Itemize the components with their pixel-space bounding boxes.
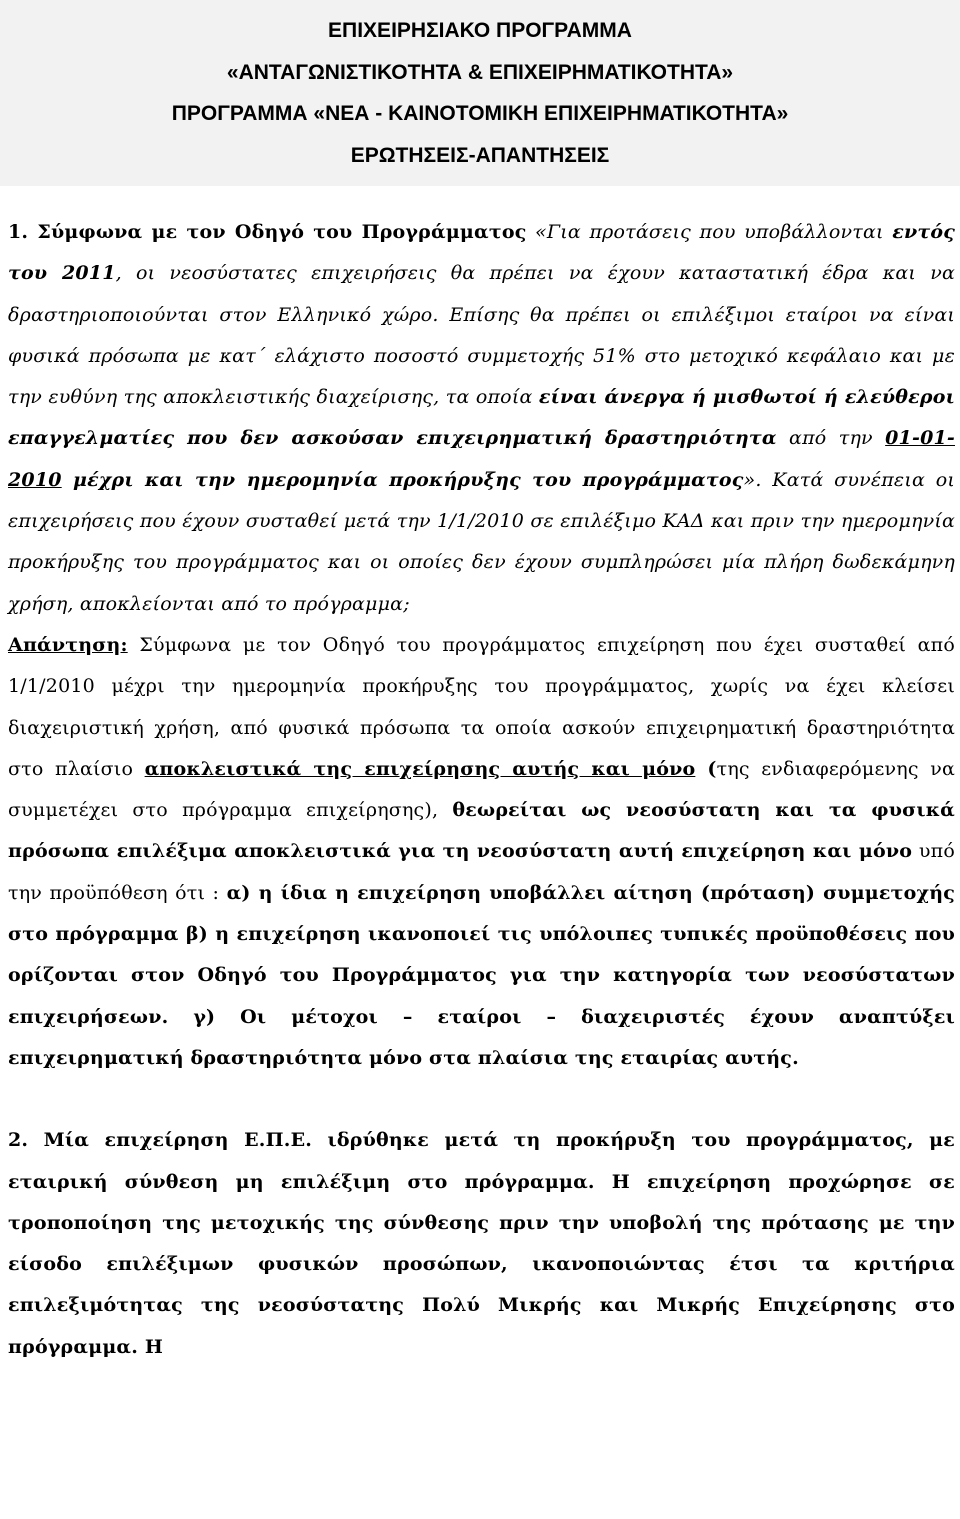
answer-1-exclusive-emphasis: αποκλειστικά της επιχείρησης αυτής και μόνο: [144, 757, 696, 780]
document-header: [0, 0, 960, 186]
answer-1: [8, 625, 955, 1079]
paragraph-spacer: [8, 1079, 955, 1120]
answer-1-conditions-list: α) η ίδια η επιχείρηση υποβάλλει αίτηση (πρόταση) συμμετοχής στο πρόγραμμα β) η επιχείρηση ικανοποιεί τις υπόλοιπες τυπικές προϋποθέσεις που ορίζονται στον Οδηγό του Προγράμματος για την κατηγορία των νεοσύστατων επιχειρήσεων. γ) Οι μέτοχοι – εταίροι – διαχειριστές έχουν αναπτύξει επιχειρηματική δραστηριότητα μόνο στα πλαίσια της εταιρίας αυτής.: [8, 881, 955, 1069]
question-1-eligibility-emphasis: είναι άνεργα ή μισθωτοί ή ελεύθεροι επαγγελματίες που δεν ασκούσαν επιχειρηματική δραστηριότητα: [8, 386, 955, 450]
question-1-from: από την: [776, 427, 886, 450]
question-1-date: 01-01-2010: [8, 427, 955, 491]
question-1-question: ». Κατά συνέπεια οι επιχειρήσεις που έχουν συσταθεί μετά την 1/1/2010 σε επιλέξιμο ΚΑΔ και πριν την ημερομηνία προκήρυξης του προγράμματος και οι οποίες δεν έχουν συμπληρώσει μία πλήρη δωδεκάμηνη χρήση, αποκλείονται από το πρόγραμμα;: [8, 468, 955, 615]
question-1-quote-start: «Για προτάσεις που υποβάλλονται: [526, 221, 893, 243]
question-2: 2. Μία επιχείρηση Ε.Π.Ε. ιδρύθηκε μετά τη προκήρυξη του προγράμματος, με εταιρική σύνθεση μη επιλέξιμη στο πρόγραμμα. Η επιχείρηση προχώρησε σε τροποποίηση της μετοχικής της σύνθεσης πριν την υποβολή της πρότασης με την είσοδο επιλέξιμων φυσικών προσώπων, ικανοποιώντας έτσι τα κριτήρια επιλεξιμότητας της νεοσύστατης Πολύ Μικρής και Μικρής Επιχείρησης στο πρόγραμμα. Η: [8, 1129, 955, 1358]
question-1-within-2011: εντός του 2011: [8, 221, 955, 285]
answer-1-interested: της ενδιαφερόμενης να συμμετέχει στο πρόγραμμα επιχείρησης),: [8, 757, 955, 822]
answer-1-paren: (: [695, 757, 717, 780]
question-1-lead: 1. Σύμφωνα με τον Οδηγό του Προγράμματος: [8, 221, 527, 243]
answer-1-condition: υπό την προϋπόθεση ότι :: [8, 840, 955, 904]
question-1-until-announcement: μέχρι και την ημερομηνία προκήρυξης του προγράμματος: [61, 468, 744, 491]
question-1-quote-body: , οι νεοσύστατες επιχειρήσεις θα πρέπει να έχουν καταστατική έδρα και να δραστηριοποιούνται στον Ελληνικό χώρο. Επίσης θα πρέπει οι επιλέξιμοι εταίροι να είναι φυσικά πρόσωπα με κατ΄ ελάχιστο ποσοστό συμμετοχής 51% στο μετοχικό κεφάλαιο και με την ευθύνη της αποκλειστικής διαχείρισης, τα οποία: [8, 262, 955, 409]
header-title-line-4: ΕΡΩΤΗΣΕΙΣ-ΑΠΑΝΤΗΣΕΙΣ: [350, 143, 610, 167]
question-1: [8, 212, 955, 625]
header-title-line-2: «ΑΝΤΑΓΩΝΙΣΤΙΚΟΤΗΤΑ & ΕΠΙΧΕΙΡΗΜΑΤΙΚΟΤΗΤΑ»: [226, 60, 734, 84]
document-body: [8, 212, 955, 1368]
header-title-line-3: ΠΡΟΓΡΑΜΜΑ «ΝΕΑ - ΚΑΙΝΟΤΟΜΙΚΗ ΕΠΙΧΕΙΡΗΜΑΤΙΚΟΤΗΤΑ»: [171, 102, 789, 125]
answer-1-considered-new: θεωρείται ως νεοσύστατη και τα φυσικά πρόσωπα επιλέξιμα αποκλειστικά για τη νεοσύστατη αυτή επιχείρηση και μόνο: [8, 799, 956, 863]
header-title-line-1: ΕΠΙΧΕΙΡΗΣΙΑΚΟ ΠΡΟΓΡΑΜΜΑ: [328, 19, 632, 42]
answer-1-intro: Σύμφωνα με τον Οδηγό του προγράμματος επιχείρηση που έχει συσταθεί από 1/1/2010 μέχρι την ημερομηνία προκήρυξης του προγράμματος, χωρίς να έχει κλείσει διαχειριστική χρήση, από φυσικά πρόσωπα τα οποία ασκούν επιχειρηματική δραστηριότητα στο πλαίσιο: [8, 633, 955, 780]
answer-1-label: Απάντηση:: [8, 633, 128, 656]
